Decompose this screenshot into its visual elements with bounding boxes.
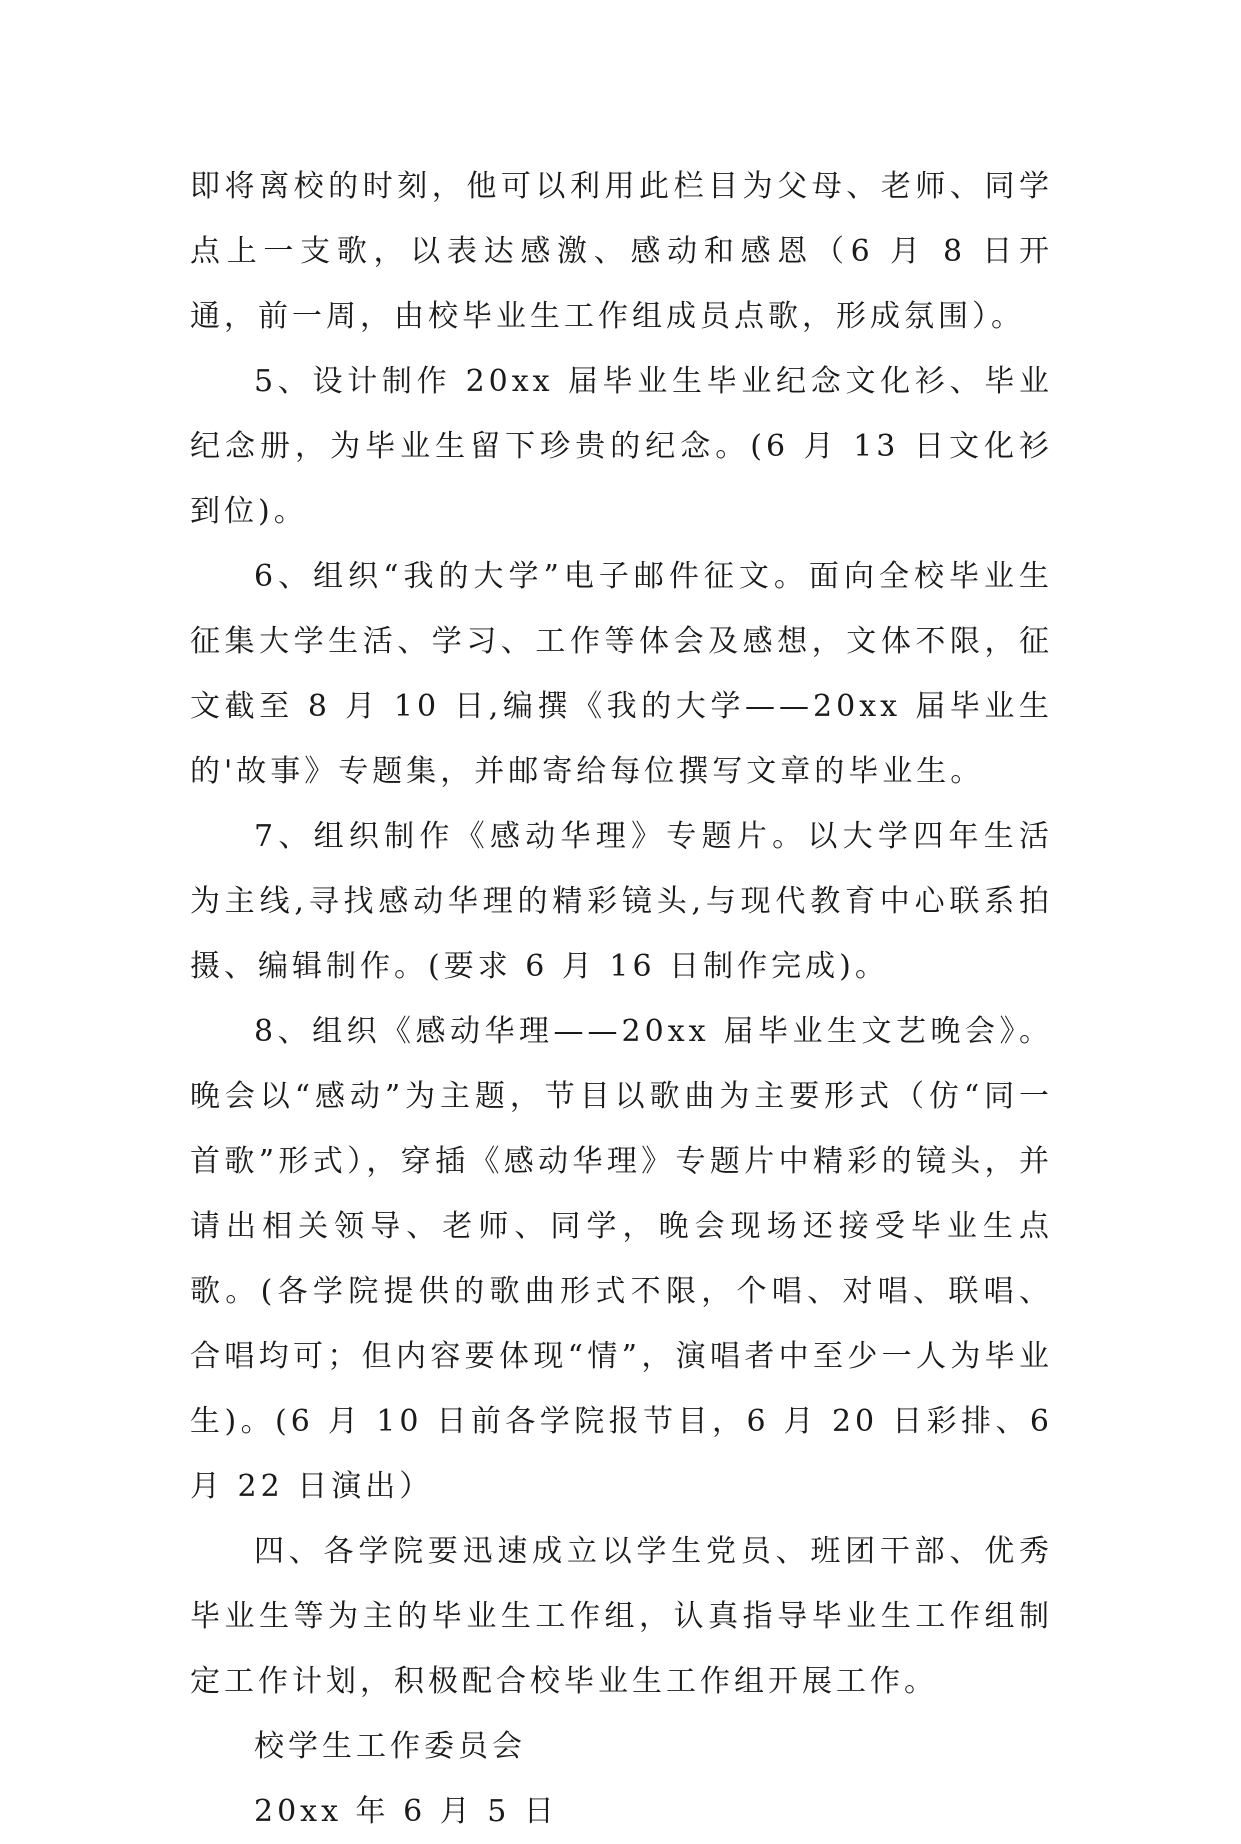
paragraph-section-4: 四、各学院要迅速成立以学生党员、班团干部、优秀毕业生等为主的毕业生工作组，认真指导毕业生工作组制定工作计划，积极配合校毕业生工作组开展工作。 [190, 1534, 1053, 1699]
paragraph-item-5: 5、设计制作 20xx 届毕业生毕业纪念文化衫、毕业纪念册，为毕业生留下珍贵的纪念。(6 月 13 日文化衫到位)。 [190, 364, 1053, 529]
signature-date: 20xx 年 6 月 5 日 [254, 1794, 558, 1829]
paragraph-item-7: 7、组织制作《感动华理》专题片。以大学四年生活为主线,寻找感动华理的精彩镜头,与现代教育中心联系拍摄、编辑制作。(要求 6 月 16 日制作完成)。 [190, 819, 1053, 984]
signature-issuer: 校学生工作委员会 [254, 1729, 526, 1764]
paragraph-continuation: 即将离校的时刻，他可以利用此栏目为父母、老师、同学点上一支歌，以表达感激、感动和感恩（6 月 8 日开通，前一周，由校毕业生工作组成员点歌，形成氛围）。 [190, 169, 1053, 334]
paragraph-item-6: 6、组织“我的大学”电子邮件征文。面向全校毕业生征集大学生活、学习、工作等体会及感想，文体不限，征文截至 8 月 10 日,编撰《我的大学——20xx 届毕业生的'故事》专题集，并邮寄给每位撰写文章的毕业生。 [190, 559, 1053, 789]
paragraph-item-8: 8、组织《感动华理——20xx 届毕业生文艺晚会》。晚会以“感动”为主题，节目以歌曲为主要形式（仿“同一首歌”形式），穿插《感动华理》专题片中精彩的镜头，并请出相关领导、老师、同学，晚会现场还接受毕业生点歌。(各学院提供的歌曲形式不限，个唱、对唱、联唱、合唱均可；但内容要体现“情”，演唱者中至少一人为毕业生)。(6 月 10 日前各学院报节目，6 月 20 日彩排、6 月 22 日演出） [190, 1014, 1053, 1504]
document-body [190, 154, 1053, 1844]
